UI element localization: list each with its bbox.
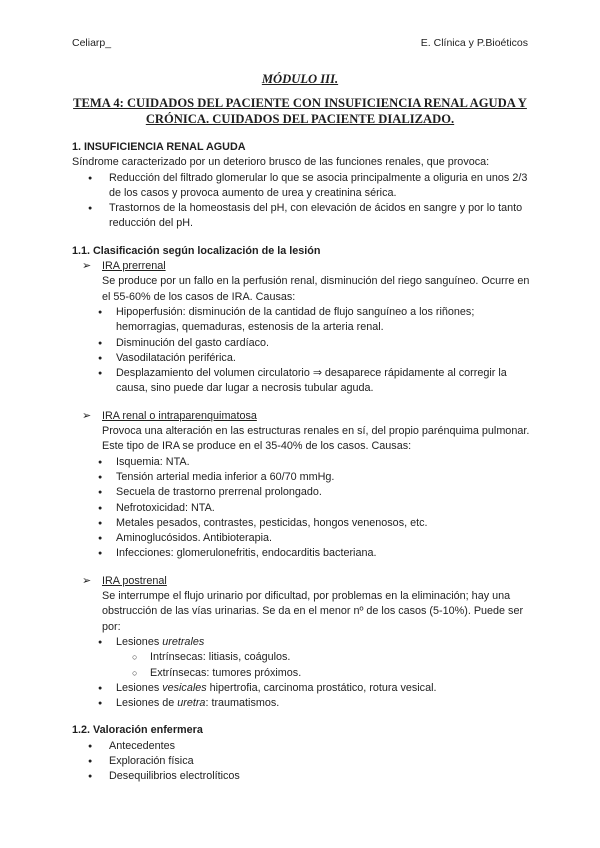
list-item: ● Infecciones: glomerulonefritis, endocarditis bacteriana. xyxy=(72,546,532,561)
document-body xyxy=(72,140,532,785)
list-item: ● Lesiones uretrales xyxy=(72,635,532,650)
list-item: ● Isquemia: NTA. xyxy=(72,455,532,470)
list-item: ● Lesiones de uretra: traumatismos. xyxy=(72,696,532,711)
section-1-heading: 1. INSUFICIENCIA RENAL AGUDA xyxy=(72,141,246,153)
list-item: ● Exploración física xyxy=(72,754,532,769)
ira-prerrenal-block xyxy=(72,259,532,305)
topic-title-line2: CRÓNICA. CUIDADOS DEL PACIENTE DIALIZADO. xyxy=(145,112,455,126)
ira-postrenal-causes-more xyxy=(72,681,532,712)
list-item: ● Hipoperfusión: disminución de la cantidad de flujo sanguíneo a los riñones; hemorragias, quemaduras, estenosis de la arteria renal. xyxy=(72,305,532,336)
list-item: ● Desplazamiento del volumen circulatorio ⇒ desaparece rápidamente al corregir la causa, sino puede dar lugar a necrosis tubular aguda. xyxy=(72,366,532,397)
ira-prerrenal-desc: Se produce por un fallo en la perfusión renal, disminución del riego sanguíneo. Ocurre en el 55-60% de los casos de IRA. Causas: xyxy=(102,275,530,303)
arrow-bullet-icon: ➢ xyxy=(82,260,92,273)
list-item: ● Disminución del gasto cardíaco. xyxy=(72,336,532,351)
ira-postrenal-block xyxy=(72,574,532,635)
list-item: ○ Extrínsecas: tumores próximos. xyxy=(72,666,532,681)
list-item: ● Reducción del filtrado glomerular lo que se asocia principalmente a oliguria en unos 2/3 de los casos y provoca aumento de urea y creatinina sérica. xyxy=(72,171,532,202)
list-item: ● Secuela de trastorno prerrenal prolongado. xyxy=(72,485,532,500)
list-item: ● Trastornos de la homeostasis del pH, con elevación de ácidos en sangre y por lo tanto reducción del pH. xyxy=(72,201,532,232)
ira-postrenal-causes xyxy=(72,635,532,650)
list-item: ● Metales pesados, contrastes, pesticidas, hongos venenosos, etc. xyxy=(72,516,532,531)
ira-renal-desc: Provoca una alteración en las estructuras renales en sí, del propio parénquima pulmonar. Este tipo de IRA se produce en el 35-40% de los casos. Causas: xyxy=(102,425,530,453)
ira-renal-title: IRA renal o intraparenquimatosa xyxy=(102,409,257,422)
section-1-2-bullets xyxy=(72,739,532,785)
document-title xyxy=(72,71,528,127)
section-1-bullets xyxy=(72,171,532,232)
header-author: Celiarp_ xyxy=(72,37,112,49)
section-1-intro: Síndrome caracterizado por un deterioro brusco de las funciones renales, que provoca: xyxy=(72,156,490,169)
ira-renal-block xyxy=(72,409,532,455)
section-1-2-heading: 1.2. Valoración enfermera xyxy=(72,724,203,737)
page-header xyxy=(72,37,528,51)
ira-renal-causes xyxy=(72,455,532,562)
list-item: ● Vasodilatación periférica. xyxy=(72,351,532,366)
list-item: ○ Intrínsecas: litiasis, coágulos. xyxy=(72,650,532,665)
ira-postrenal-title: IRA postrenal xyxy=(102,574,167,587)
arrow-bullet-icon: ➢ xyxy=(82,574,92,587)
ira-postrenal-desc: Se interrumpe el flujo urinario por dificultad, por problemas en la eliminación; hay una obstrucción de las vías urinarias. Se da en el menor nº de los casos (5-10%). Puede ser por: xyxy=(102,590,524,633)
arrow-bullet-icon: ➢ xyxy=(82,409,92,422)
header-subject: E. Clínica y P.Bioéticos xyxy=(420,37,528,49)
list-item: ● Tensión arterial media inferior a 60/70 mmHg. xyxy=(72,470,532,485)
ira-prerrenal-causes xyxy=(72,305,532,397)
list-item: ● Aminoglucósidos. Antibioterapia. xyxy=(72,531,532,546)
list-item: ● Nefrotoxicidad: NTA. xyxy=(72,501,532,516)
list-item: ● Lesiones vesicales hipertrofia, carcinoma prostático, rotura vesical. xyxy=(72,681,532,696)
list-item: ● Antecedentes xyxy=(72,739,532,754)
ureterales-subitems xyxy=(72,650,532,681)
ira-prerrenal-title: IRA prerrenal xyxy=(102,260,166,273)
module-title: MÓDULO III. xyxy=(261,72,339,86)
list-item: ● Desequilibrios electrolíticos xyxy=(72,769,532,784)
section-1-1-heading: 1.1. Clasificación según localización de la lesión xyxy=(72,244,321,257)
topic-title-line1: TEMA 4: CUIDADOS DEL PACIENTE CON INSUFICIENCIA RENAL AGUDA Y xyxy=(73,96,527,110)
